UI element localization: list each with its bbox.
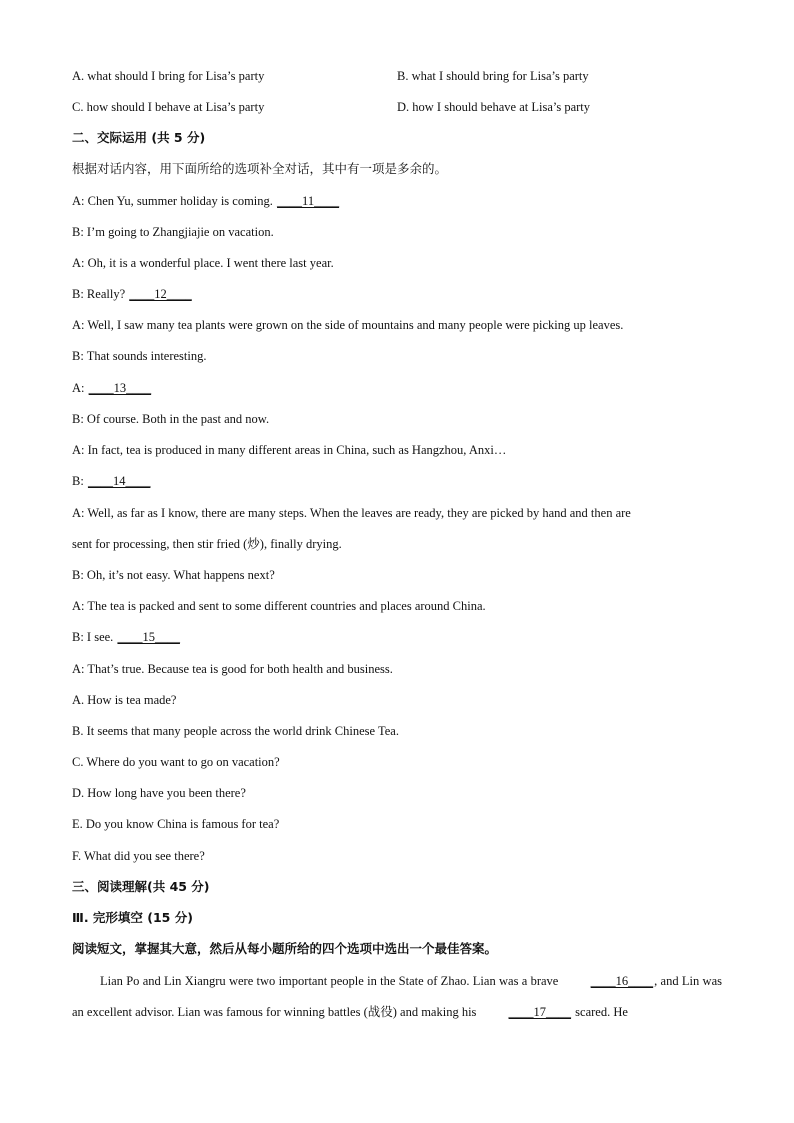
choice-item: A. How is tea made?: [72, 693, 177, 707]
dialogue-line: [72, 347, 207, 365]
dialogue-text: A: The tea is packed and sent to some different countries and places around China.: [72, 599, 486, 613]
dialogue-line: [72, 192, 340, 210]
dialogue-text: A: That’s true. Because tea is good for both health and business.: [72, 662, 393, 676]
answer-blank-17: ____17____: [508, 1005, 572, 1019]
dialogue-line: [72, 441, 506, 459]
dialogue-text: B: That sounds interesting.: [72, 349, 207, 363]
choice-item: D. How long have you been there?: [72, 786, 246, 800]
dialogue-line: [72, 472, 151, 490]
dialogue-line: [72, 285, 193, 303]
choice-item: B. It seems that many people across the world drink Chinese Tea.: [72, 724, 399, 738]
dialogue-line: [72, 597, 486, 615]
passage-text: scared. He: [572, 1005, 628, 1019]
prev-option-a: A. what should I bring for Lisa’s party: [72, 69, 265, 83]
choice-item: C. Where do you want to go on vacation?: [72, 755, 280, 769]
answer-blank-13: ____13____: [88, 381, 152, 395]
cloze-passage: [72, 966, 722, 1028]
dialogue-line: [72, 254, 334, 272]
passage-text: Lian Po and Lin Xiangru were two important people in the State of Zhao. Lian was a brave: [100, 974, 562, 988]
prev-option-d: D. how I should behave at Lisa’s party: [397, 100, 591, 114]
dialogue-text: B: Really?: [72, 287, 129, 301]
dialogue-line: [72, 504, 631, 522]
prev-option-b: B. what I should bring for Lisa’s party: [397, 69, 589, 83]
answer-blank-15: ____15____: [117, 630, 180, 644]
dialogue-text: B: I see.: [72, 630, 117, 644]
cloze-instruction: 阅读短文，掌握其大意，然后从每小题所给的四个选项中选出一个最佳答案。: [72, 941, 498, 956]
choice-item: E. Do you know China is famous for tea?: [72, 817, 280, 831]
answer-blank-14: ____14____: [87, 474, 151, 488]
dialogue-line: [72, 535, 342, 553]
section2-instruction: 根据对话内容，用下面所给的选项补全对话，其中有一项是多余的。: [72, 161, 448, 176]
passage-text: , and Lin was an excellent advisor. Lian was famous for winning battles (战役) and making his: [72, 974, 723, 1019]
dialogue-line: [72, 660, 393, 678]
dialogue-line: [72, 316, 623, 334]
dialogue-line: [72, 223, 274, 241]
dialogue-text: B: I’m going to Zhangjiajie on vacation.: [72, 225, 274, 239]
dialogue-line: [72, 566, 275, 584]
dialogue-text: A: Well, as far as I know, there are many steps. When the leaves are ready, they are picked by hand and then are: [72, 506, 631, 520]
dialogue-text: A: Well, I saw many tea plants were grown on the side of mountains and many people were picking up leaves.: [72, 318, 624, 332]
choice-item: F. What did you see there?: [72, 849, 205, 863]
dialogue-text: A: Oh, it is a wonderful place. I went there last year.: [72, 256, 334, 270]
dialogue-text: A: Chen Yu, summer holiday is coming.: [72, 194, 277, 208]
section2-heading: 二、交际运用 (共 5 分): [72, 130, 206, 145]
dialogue-line: [72, 628, 181, 646]
dialogue-text: sent for processing, then stir fried (炒), finally drying.: [72, 537, 342, 551]
dialogue-text: A: In fact, tea is produced in many different areas in China, such as Hangzhou, Anxi…: [72, 443, 507, 457]
dialogue-text: B: Of course. Both in the past and now.: [72, 412, 270, 426]
dialogue-line: [72, 410, 269, 428]
prev-option-c: C. how should I behave at Lisa’s party: [72, 100, 265, 114]
answer-blank-16: ____16____: [590, 974, 654, 988]
cloze-heading: Ⅲ. 完形填空 (15 分): [72, 910, 193, 925]
section3-heading: 三、阅读理解(共 45 分): [72, 879, 210, 894]
dialogue-text: A:: [72, 381, 88, 395]
answer-blank-11: ____11____: [277, 194, 340, 208]
dialogue-text: B:: [72, 474, 87, 488]
dialogue-text: B: Oh, it’s not easy. What happens next?: [72, 568, 275, 582]
dialogue-line: [72, 379, 152, 397]
answer-blank-12: ____12____: [129, 287, 192, 301]
